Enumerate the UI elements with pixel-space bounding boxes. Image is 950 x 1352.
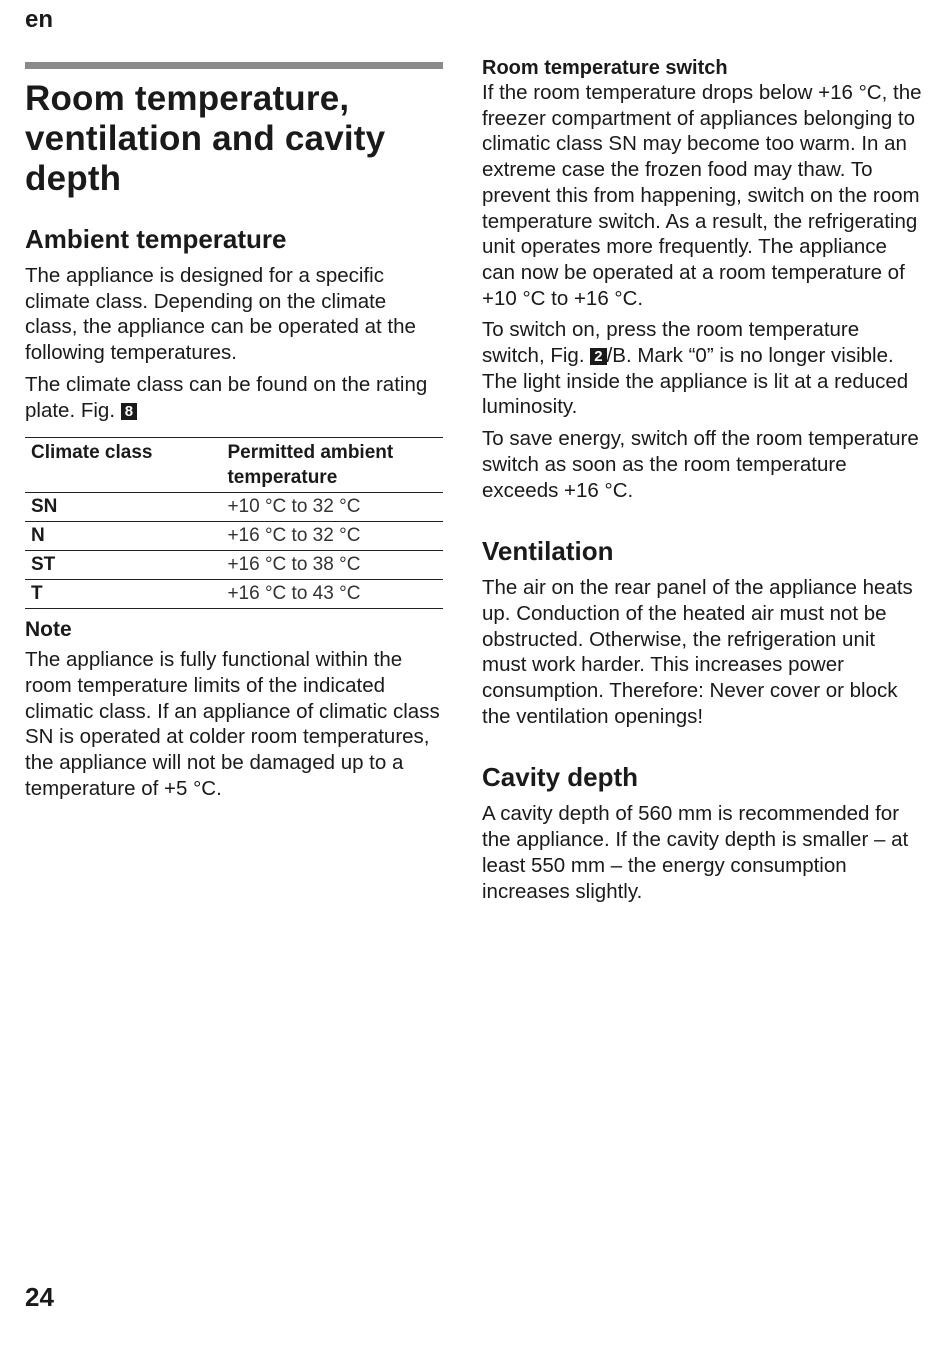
col-permitted-temp: Permitted ambient temperature <box>227 442 394 489</box>
page-number: 24 <box>25 1282 54 1312</box>
switch-paragraph-1: If the room temperature drops below +16 °C, the freezer compartment of appliances belonging to climatic class SN may become too warm. In an extreme case the frozen food may thaw. To prevent this from happening, switch on the room temperature switch. As a result, the refrigerating unit operates more frequently. The appliance can now be operated at a room temperature of +10 °C to +16 °C. <box>482 81 922 310</box>
switch-paragraph-2a: To switch on, press the room temperature switch, Fig. <box>482 318 860 368</box>
climate-class-table <box>25 437 443 609</box>
switch-paragraph-2b: /B. Mark “0” is no longer visible. The light inside the appliance is lit at a reduced luminosity. <box>482 344 909 419</box>
temperature-cell: +10 °C to 32 °C <box>221 493 443 522</box>
ambient-temperature-heading: Ambient temperature <box>25 224 287 254</box>
right-column <box>482 56 922 910</box>
climate-class-cell: N <box>25 522 221 551</box>
figure-ref-8: 8 <box>121 403 137 420</box>
cavity-depth-text: A cavity depth of 560 mm is recommended for the appliance. If the cavity depth is smaller – at least 550 mm – the energy consumption increases slightly. <box>482 802 909 903</box>
climate-class-cell: ST <box>25 551 221 580</box>
table-row <box>25 551 443 580</box>
col-climate-class: Climate class <box>31 442 153 464</box>
ventilation-heading: Ventilation <box>482 536 614 567</box>
temperature-cell: +16 °C to 32 °C <box>221 522 443 551</box>
switch-paragraph-3: To save energy, switch off the room temperature switch as soon as the room temperature exceeds +16 °C. <box>482 427 919 502</box>
ambient-paragraph-2-text: The climate class can be found on the rating plate. Fig. <box>25 372 428 422</box>
table-header-row <box>25 438 443 493</box>
language-code: en <box>25 6 54 33</box>
figure-ref-2: 2 <box>590 348 606 365</box>
climate-class-cell: SN <box>25 493 221 522</box>
left-column <box>25 62 443 807</box>
note-heading: Note <box>25 618 72 642</box>
switch-paragraph-2 <box>482 317 922 420</box>
top-rule <box>25 62 443 69</box>
table-row <box>25 493 443 522</box>
ambient-paragraph-1: The appliance is designed for a specific climate class. Depending on the climate class, the appliance can be operated at the following temperatures. <box>25 264 416 365</box>
ventilation-text: The air on the rear panel of the appliance heats up. Conduction of the heated air must not be obstructed. Otherwise, the refrigeration unit must work harder. This increases power consumption. Therefore: Never cover or block the ventilation openings! <box>482 576 913 728</box>
note-text: The appliance is fully functional within the room temperature limits of the indicated climatic class. If an appliance of climatic class SN is operated at colder room temperatures, the appliance will not be damaged up to a temperature of +5 °C. <box>25 648 440 800</box>
room-temperature-switch-heading: Room temperature switch <box>482 57 728 79</box>
temperature-cell: +16 °C to 38 °C <box>221 551 443 580</box>
cavity-depth-heading: Cavity depth <box>482 762 639 793</box>
page-title: Room temperature, ventilation and cavity depth <box>25 79 386 198</box>
temperature-cell: +16 °C to 43 °C <box>221 580 443 609</box>
table-row <box>25 580 443 609</box>
climate-class-cell: T <box>25 580 221 609</box>
ambient-paragraph-2 <box>25 372 443 423</box>
table-row <box>25 522 443 551</box>
